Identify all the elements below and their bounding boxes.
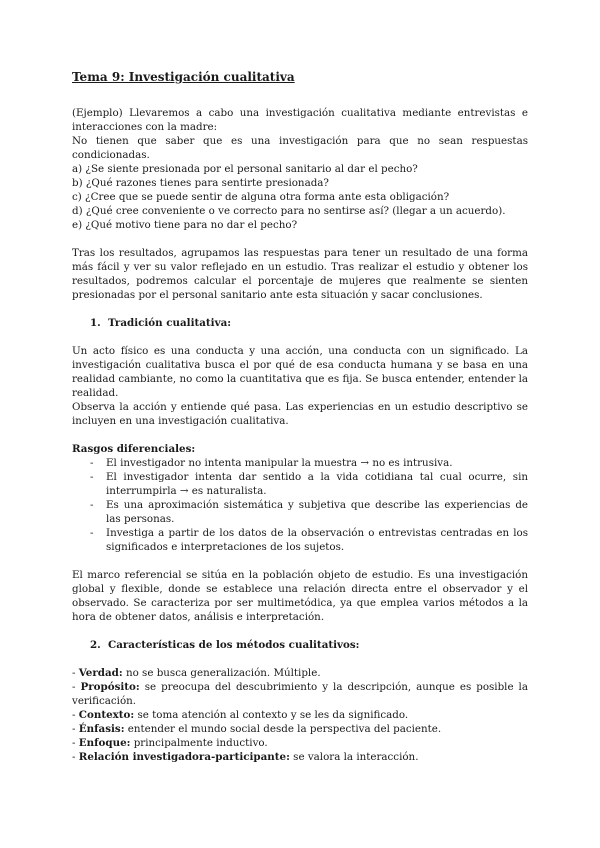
characteristic-text: se preocupa del descubrimiento y la descripción, aunque es posible la verificación. bbox=[72, 681, 528, 707]
section-1-paragraph-2: Observa la acción y entiende qué pasa. Las experiencias en un estudio descriptivo se incluyen en una investigación cualitativa. bbox=[72, 401, 528, 427]
characteristic-label: Enfoque: bbox=[78, 737, 131, 749]
list-item: - El investigador no intenta manipular la muestra → no es intrusiva. bbox=[90, 456, 528, 470]
characteristic-label: Propósito: bbox=[80, 681, 140, 693]
section-2-title: Características de los métodos cualitativos: bbox=[108, 639, 360, 651]
question-list bbox=[72, 162, 528, 232]
characteristic-text: entender el mundo social desde la perspectiva del paciente. bbox=[124, 723, 442, 735]
list-item: - El investigador intenta dar sentido a la vida cotidiana tal cual ocurre, sin interrumpirla → es naturalista. bbox=[90, 470, 528, 498]
document-page bbox=[72, 70, 528, 764]
intro-line-1: (Ejemplo) Llevaremos a cabo una investigación cualitativa mediante entrevistas e interacciones con la madre: bbox=[72, 107, 528, 133]
question-item: a) ¿Se siente presionada por el personal sanitario al dar el pecho? bbox=[72, 163, 418, 175]
section-1-title: Tradición cualitativa: bbox=[108, 317, 232, 329]
characteristic-label: Contexto: bbox=[78, 709, 135, 721]
characteristics-list bbox=[72, 666, 528, 764]
section-1-paragraph-1: Un acto físico es una conducta y una acción, una conducta con un significado. La investigación cualitativa busca el por qué de esa conducta humana y se basa en una realidad cambiante, no como la cuantitativa que es fija. Se busca entender, entender la realidad. bbox=[72, 345, 528, 399]
results-paragraph: Tras los resultados, agrupamos las respuestas para tener un resultado de una forma más fácil y ver su valor reflejado en un estudio. Tras realizar el estudio y obtener los resultados, podremos calcular el porcentaje de mujeres que realmente se sienten presionadas por el personal sanitario ante esta situación y sacar conclusiones. bbox=[72, 247, 528, 301]
section-2-heading bbox=[72, 638, 528, 652]
marco-paragraph: El marco referencial se sitúa en la población objeto de estudio. Es una investigación global y flexible, donde se establece una relación directa entre el observador y el observado. Se caracteriza por ser multimetódica, ya que emplea varios métodos a la hora de obtener datos, análisis e interpretación. bbox=[72, 569, 528, 623]
characteristic-item: - Propósito: se preocupa del descubrimiento y la descripción, aunque es posible la verificación. bbox=[72, 681, 528, 707]
list-item: - Es una aproximación sistemática y subjetiva que describe las experiencias de las personas. bbox=[90, 498, 528, 526]
list-item: - Investiga a partir de los datos de la observación o entrevistas centradas en los significados e interpretaciones de los sujetos. bbox=[90, 526, 528, 554]
page-title: Tema 9: Investigación cualitativa bbox=[72, 70, 295, 84]
characteristic-text: se valora la interacción. bbox=[289, 751, 419, 763]
characteristic-item: - Énfasis: entender el mundo social desde la perspectiva del paciente. bbox=[72, 723, 442, 735]
section-2-number: 2. bbox=[90, 639, 101, 651]
characteristic-text: se toma atención al contexto y se les da significado. bbox=[134, 709, 409, 721]
characteristic-text: principalmente inductivo. bbox=[130, 737, 268, 749]
question-item: c) ¿Cree que se puede sentir de alguna otra forma ante esta obligación? bbox=[72, 191, 450, 203]
rasgos-heading: Rasgos diferenciales: bbox=[72, 443, 196, 455]
section-1-heading bbox=[72, 316, 528, 330]
question-item: d) ¿Qué cree conveniente o ve correcto para no sentirse así? (llegar a un acuerdo). bbox=[72, 205, 506, 217]
characteristic-label: Relación investigadora-participante: bbox=[78, 751, 290, 763]
characteristic-item: - Contexto: se toma atención al contexto y se les da significado. bbox=[72, 709, 409, 721]
characteristic-item: - Enfoque: principalmente inductivo. bbox=[72, 737, 268, 749]
characteristic-item: - Relación investigadora-participante: se valora la interacción. bbox=[72, 751, 419, 763]
characteristic-label: Énfasis: bbox=[78, 723, 125, 735]
rasgos-list bbox=[72, 456, 528, 554]
characteristic-item: - Verdad: no se busca generalización. Múltiple. bbox=[72, 667, 321, 679]
section-1-number: 1. bbox=[90, 317, 101, 329]
characteristic-label: Verdad: bbox=[78, 667, 123, 679]
question-item: b) ¿Qué razones tienes para sentirte presionada? bbox=[72, 177, 329, 189]
question-item: e) ¿Qué motivo tiene para no dar el pecho? bbox=[72, 219, 298, 231]
characteristic-text: no se busca generalización. Múltiple. bbox=[122, 667, 321, 679]
intro-line-2: No tienen que saber que es una investigación para que no sean respuestas condicionadas. bbox=[72, 135, 528, 161]
